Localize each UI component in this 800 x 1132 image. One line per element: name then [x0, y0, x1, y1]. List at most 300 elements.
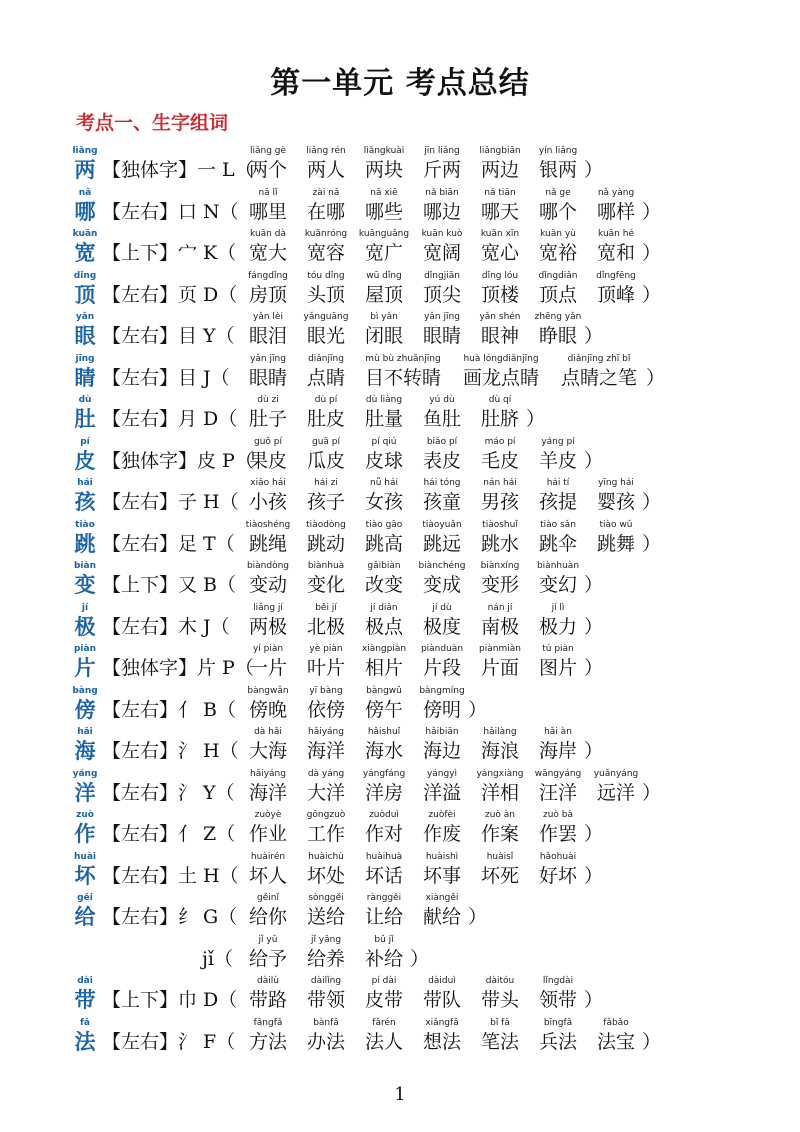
compound-word	[298, 852, 354, 889]
word-text: 变成	[422, 574, 461, 596]
word-pinyin: bì yǎn	[370, 312, 398, 322]
word-text: 宽阔	[422, 242, 461, 264]
character: 带	[74, 987, 96, 1012]
word-pinyin: yú dù	[429, 395, 455, 405]
word-text: 跳绳	[248, 532, 287, 555]
word-text: 哪天	[480, 200, 519, 223]
word-pinyin: nǎ lǐ	[258, 187, 278, 198]
character-pinyin: huài	[74, 851, 96, 862]
closing-paren: ）	[642, 200, 662, 223]
character-structure-info: 【左右】土 H（	[102, 864, 239, 887]
word-text: 顶尖	[422, 283, 461, 306]
word-pinyin: xiàngpiàn	[361, 644, 407, 654]
compound-word	[298, 935, 354, 972]
compound-word	[240, 312, 296, 349]
character: 极	[74, 613, 96, 639]
word-pinyin: dù pí	[314, 395, 338, 405]
word-pinyin: tiàoshéng	[245, 519, 291, 530]
word-text: 叶片	[306, 657, 345, 679]
word-pinyin: yǎnguāng	[303, 312, 349, 322]
word-pinyin: fángdǐng	[248, 270, 288, 281]
compound-word	[298, 188, 354, 225]
compound-word	[472, 1018, 528, 1055]
word-pinyin: yǎn jīng	[424, 312, 460, 322]
word-pinyin: kuān yù	[540, 229, 576, 239]
compound-word	[356, 727, 412, 764]
word-pinyin: diǎnjīng	[308, 353, 344, 364]
compound-word	[356, 769, 412, 806]
compound-word	[414, 437, 470, 474]
character-pinyin: yáng	[72, 768, 98, 779]
character-head	[72, 146, 98, 183]
word-pinyin: kuān kuò	[421, 229, 463, 239]
compound-word	[356, 935, 412, 972]
word-text: 献给	[422, 906, 461, 928]
compound-word	[588, 769, 644, 806]
character-structure-info: 【左右】纟 G（	[102, 906, 238, 928]
compound-word	[414, 229, 470, 266]
compound-word	[356, 520, 412, 557]
word-text: 方法	[248, 1030, 287, 1053]
character-head	[72, 893, 98, 930]
compound-word	[240, 354, 296, 391]
closing-paren: ）	[642, 1030, 662, 1053]
character-head	[72, 644, 98, 681]
character: 给	[74, 904, 96, 929]
word-pinyin: jí diǎn	[370, 602, 398, 613]
compound-word	[298, 644, 354, 681]
character-head	[72, 437, 98, 474]
word-pinyin: yí piàn	[252, 644, 284, 654]
word-text: 跳舞	[596, 532, 635, 555]
closing-paren: ）	[468, 906, 488, 928]
compound-word	[414, 644, 470, 681]
word-text: 两块	[364, 159, 403, 181]
character-structure-info: 【左右】亻 B（	[102, 698, 237, 721]
word-pinyin: wū dǐng	[366, 270, 402, 281]
character: 傍	[74, 696, 96, 722]
word-pinyin: liǎng gè	[249, 146, 287, 156]
closing-paren: ）	[410, 947, 430, 970]
compound-word	[414, 395, 470, 432]
compound-word	[356, 644, 412, 681]
word-pinyin: biànchéng	[418, 561, 466, 571]
compound-word	[472, 727, 528, 764]
vocab-row	[72, 644, 792, 686]
closing-paren: ）	[584, 574, 604, 596]
word-text: 依傍	[306, 698, 345, 721]
character-pinyin: zuò	[76, 810, 94, 820]
compound-word	[414, 893, 470, 930]
word-pinyin: tóu dǐng	[307, 270, 345, 281]
word-text: 傍明	[422, 698, 461, 721]
character-pinyin: dài	[77, 976, 93, 986]
compound-word	[298, 1018, 354, 1055]
word-text: 坏事	[422, 864, 461, 887]
character: 法	[74, 1028, 96, 1054]
closing-paren: ）	[584, 989, 604, 1011]
word-text: 睁眼	[538, 325, 577, 347]
compound-word	[414, 1018, 470, 1055]
compound-word	[472, 395, 528, 432]
compound-word	[298, 727, 354, 764]
character-structure-info: 【左右】足 T（	[102, 532, 235, 555]
word-text: 目不转睛	[364, 366, 441, 389]
word-text: 眼睛	[422, 325, 461, 347]
word-text: 极度	[422, 615, 461, 638]
compound-word	[356, 810, 412, 847]
character-head	[72, 810, 98, 847]
word-text: 画龙点睛	[462, 366, 539, 389]
character-head	[72, 229, 98, 266]
word-pinyin: diǎnjīng zhī bǐ	[567, 353, 631, 364]
vocab-row	[72, 603, 792, 645]
word-pinyin: lǐngdài	[542, 976, 574, 986]
character-head	[72, 478, 98, 515]
word-pinyin: kuān dà	[250, 229, 286, 239]
word-text: 坏处	[306, 864, 345, 887]
word-text: 变形	[480, 574, 519, 596]
compound-word	[530, 1018, 586, 1055]
compound-word	[588, 229, 644, 266]
compound-word	[240, 271, 296, 308]
character-pinyin: dǐng	[73, 270, 97, 281]
word-text: 哪些	[364, 200, 403, 223]
word-text: 给养	[306, 947, 345, 970]
compound-word	[530, 146, 586, 183]
word-pinyin: tiào wǔ	[599, 519, 633, 530]
word-text: 海浪	[480, 740, 519, 762]
word-pinyin: dà yáng	[307, 768, 345, 779]
word-text: 婴孩	[596, 491, 635, 513]
word-text: 变动	[248, 574, 287, 596]
character-head	[72, 520, 98, 557]
character-head	[72, 395, 98, 432]
word-pinyin: dàilǐng	[310, 976, 342, 986]
compound-word	[414, 976, 470, 1013]
word-pinyin: biànhuà	[307, 561, 345, 571]
character-structure-info: 【左右】目 Y（	[102, 325, 235, 347]
compound-word	[240, 686, 296, 723]
word-text: 哪个	[538, 200, 577, 223]
word-pinyin: yángxiàng	[476, 768, 524, 779]
word-text: 孩提	[538, 491, 577, 513]
word-pinyin: yè piàn	[309, 644, 343, 654]
compound-word	[530, 188, 586, 225]
compound-word	[356, 893, 412, 930]
word-pinyin: nǎ ge	[545, 187, 571, 198]
compound-word	[530, 437, 586, 474]
compound-word	[240, 561, 296, 598]
word-pinyin: nǎ tiān	[484, 187, 516, 198]
word-text: 让给	[364, 906, 403, 928]
compound-word	[552, 354, 646, 391]
word-pinyin: huà lóngdiǎnjīng	[463, 353, 539, 364]
word-pinyin: dǐngjiān	[424, 270, 460, 281]
compound-word	[240, 810, 296, 847]
compound-word	[240, 727, 296, 764]
character: 跳	[74, 530, 96, 556]
word-text: 给你	[248, 906, 287, 928]
character-pinyin: jīng	[75, 353, 95, 364]
vocab-row	[72, 312, 792, 354]
compound-word	[298, 810, 354, 847]
word-pinyin: tiàoshuǐ	[482, 519, 518, 530]
word-text: 点睛之笔	[560, 366, 637, 389]
word-pinyin: běi jí	[315, 602, 337, 613]
vocab-row	[72, 188, 792, 230]
compound-word	[356, 478, 412, 515]
word-text: 宽裕	[538, 242, 577, 264]
compound-word	[472, 271, 528, 308]
word-pinyin: yáng pí	[541, 436, 575, 447]
character-structure-info: 【左右】亻 Z（	[102, 823, 236, 845]
word-pinyin: piànmiàn	[479, 644, 521, 654]
compound-word	[472, 644, 528, 681]
character-structure-info: 【独体字】一 L（	[102, 159, 254, 181]
word-text: 宽和	[596, 242, 635, 264]
closing-paren: ）	[526, 408, 546, 430]
character-head	[72, 1018, 98, 1055]
word-pinyin: nǎ biān	[425, 187, 459, 198]
compound-word	[240, 644, 296, 681]
word-pinyin: jí dù	[432, 602, 452, 613]
word-text: 作业	[248, 823, 287, 845]
character: 海	[74, 738, 96, 763]
compound-word	[472, 229, 528, 266]
word-text: 带头	[480, 989, 519, 1011]
word-pinyin: dǐngfēng	[596, 270, 636, 281]
word-pinyin: kuānguǎng	[358, 229, 410, 239]
word-text: 极点	[364, 615, 403, 638]
word-text: 大海	[248, 740, 287, 762]
word-pinyin: nán jí	[487, 602, 513, 613]
compound-word	[356, 312, 412, 349]
word-pinyin: yín liǎng	[538, 146, 578, 156]
word-pinyin: yǎn jīng	[250, 353, 286, 364]
vocab-row	[72, 935, 792, 977]
vocab-row	[72, 271, 792, 313]
character-pinyin: gěi	[77, 893, 93, 903]
word-text: 银两	[538, 159, 577, 181]
compound-word	[298, 312, 354, 349]
word-pinyin: hǎibiān	[425, 727, 459, 737]
word-text: 表皮	[422, 449, 461, 472]
word-pinyin: jǐ yǔ	[258, 934, 278, 945]
compound-word	[240, 229, 296, 266]
character-pinyin: yǎn	[75, 312, 95, 322]
word-text: 点睛	[306, 366, 345, 389]
compound-word	[414, 478, 470, 515]
character-pinyin: hǎi	[77, 727, 93, 737]
word-text: 跳动	[306, 532, 345, 555]
word-pinyin: fāngfǎ	[253, 1017, 283, 1028]
character-structure-info: jǐ（	[202, 947, 233, 970]
compound-word	[298, 976, 354, 1013]
word-pinyin: huàirén	[250, 851, 286, 862]
vocab-row	[72, 520, 792, 562]
character-structure-info: 【左右】氵 H（	[102, 740, 239, 762]
word-text: 肚子	[248, 408, 287, 430]
word-text: 坏死	[480, 864, 519, 887]
compound-word	[356, 603, 412, 640]
word-text: 肚量	[364, 408, 403, 430]
word-pinyin: hǎiyáng	[250, 768, 286, 779]
word-pinyin: hǎilàng	[483, 727, 517, 737]
word-text: 跳远	[422, 532, 461, 555]
word-text: 两个	[248, 159, 287, 181]
compound-word	[530, 312, 586, 349]
word-text: 坏人	[248, 864, 287, 887]
word-pinyin: nán hái	[483, 478, 517, 488]
word-text: 皮球	[364, 449, 403, 472]
word-text: 两边	[480, 159, 519, 181]
word-text: 鱼肚	[422, 408, 461, 430]
word-text: 作案	[480, 823, 519, 845]
word-pinyin: bǐ fǎ	[490, 1017, 510, 1028]
word-text: 海洋	[306, 740, 345, 762]
word-pinyin: guā pí	[311, 436, 340, 447]
word-pinyin: máo pí	[484, 436, 516, 447]
compound-word	[240, 769, 296, 806]
vocab-row	[72, 976, 792, 1018]
word-pinyin: zuò àn	[484, 810, 515, 820]
character-structure-info: 【左右】目 J（	[102, 366, 230, 389]
compound-word	[356, 188, 412, 225]
compound-word	[298, 271, 354, 308]
compound-word	[240, 437, 296, 474]
compound-word	[414, 561, 470, 598]
word-pinyin: dǐngdiǎn	[538, 270, 578, 281]
word-text: 洋溢	[422, 781, 461, 804]
character-structure-info: 【左右】氵 Y（	[102, 781, 235, 804]
word-text: 兵法	[538, 1030, 577, 1053]
closing-paren: ）	[584, 325, 604, 347]
compound-word	[530, 561, 586, 598]
word-text: 两极	[248, 615, 287, 638]
word-pinyin: hǎiyáng	[308, 727, 344, 737]
word-text: 图片	[538, 657, 577, 679]
compound-word	[356, 561, 412, 598]
compound-word	[530, 478, 586, 515]
word-text: 顶点	[538, 283, 577, 306]
compound-word	[298, 603, 354, 640]
character-structure-info: 【上下】又 B（	[102, 574, 237, 596]
word-pinyin: yīng hái	[598, 478, 634, 488]
compound-word	[588, 271, 644, 308]
word-pinyin: zài nǎ	[312, 187, 340, 198]
word-pinyin: yuǎnyáng	[593, 768, 639, 779]
word-pinyin: biànxíng	[480, 561, 520, 571]
word-text: 一片	[248, 657, 287, 679]
vocab-row	[72, 686, 792, 728]
word-text: 带路	[248, 989, 287, 1011]
word-text: 孩童	[422, 491, 461, 513]
word-text: 肚脐	[480, 408, 519, 430]
word-text: 两人	[306, 159, 345, 181]
compound-word	[530, 769, 586, 806]
word-text: 变幻	[538, 574, 577, 596]
vocab-row	[72, 354, 792, 396]
compound-word	[298, 769, 354, 806]
character-structure-info: 【独体字】皮 P（	[102, 449, 254, 472]
word-pinyin: guǒ pí	[254, 436, 282, 447]
character: 洋	[74, 779, 96, 805]
word-pinyin: hǎi àn	[544, 727, 572, 737]
word-text: 女孩	[364, 491, 403, 513]
word-text: 工作	[306, 823, 345, 845]
character: 顶	[74, 281, 96, 307]
compound-word	[240, 852, 296, 889]
word-text: 海岸	[538, 740, 577, 762]
compound-word	[454, 354, 548, 391]
word-pinyin: bànfǎ	[313, 1017, 339, 1028]
word-pinyin: zuòduì	[369, 810, 399, 820]
character-head	[72, 188, 98, 225]
word-text: 带领	[306, 989, 345, 1011]
word-pinyin: zuòfèi	[428, 810, 456, 820]
word-pinyin: zhēng yǎn	[534, 312, 582, 322]
compound-word	[356, 354, 450, 391]
vocab-row	[72, 229, 792, 271]
compound-word	[530, 271, 586, 308]
vocab-row	[72, 852, 792, 894]
compound-word	[588, 478, 644, 515]
word-text: 大洋	[306, 781, 345, 804]
word-pinyin: fǎrén	[372, 1017, 396, 1028]
vocab-row	[72, 769, 792, 811]
compound-word	[472, 976, 528, 1013]
compound-word	[298, 354, 354, 391]
word-pinyin: nǚ hái	[370, 478, 398, 488]
character-pinyin: kuān	[72, 229, 98, 239]
word-text: 变化	[306, 574, 345, 596]
word-pinyin: dǐng lóu	[481, 270, 519, 281]
word-pinyin: kuān hé	[598, 229, 634, 239]
word-pinyin: biǎo pí	[426, 436, 458, 447]
word-pinyin: bǔ jǐ	[374, 934, 394, 945]
character: 两	[74, 157, 96, 182]
character: 片	[74, 655, 96, 680]
vocab-row	[72, 727, 792, 769]
character: 变	[74, 572, 96, 597]
character: 皮	[74, 447, 96, 473]
compound-word	[472, 188, 528, 225]
character-structure-info: 【左右】月 D（	[102, 408, 238, 430]
word-text: 片段	[422, 657, 461, 679]
compound-word	[356, 686, 412, 723]
word-text: 皮带	[364, 989, 403, 1011]
word-text: 远洋	[596, 781, 635, 804]
character: 坏	[74, 862, 96, 888]
character-head	[72, 852, 98, 889]
word-text: 宽广	[364, 242, 403, 264]
compound-word	[240, 395, 296, 432]
word-pinyin: pí dài	[371, 976, 397, 986]
character-head	[72, 271, 98, 308]
compound-word	[530, 727, 586, 764]
closing-paren: ）	[642, 283, 662, 306]
closing-paren: ）	[468, 698, 488, 721]
compound-word	[356, 271, 412, 308]
word-pinyin: tiào sǎn	[540, 519, 576, 530]
word-pinyin: huàichù	[308, 851, 344, 862]
compound-word	[240, 976, 296, 1013]
compound-word	[414, 520, 470, 557]
word-pinyin: yǎn lèi	[253, 312, 283, 322]
word-text: 宽容	[306, 242, 345, 264]
character-pinyin: piàn	[73, 644, 96, 654]
